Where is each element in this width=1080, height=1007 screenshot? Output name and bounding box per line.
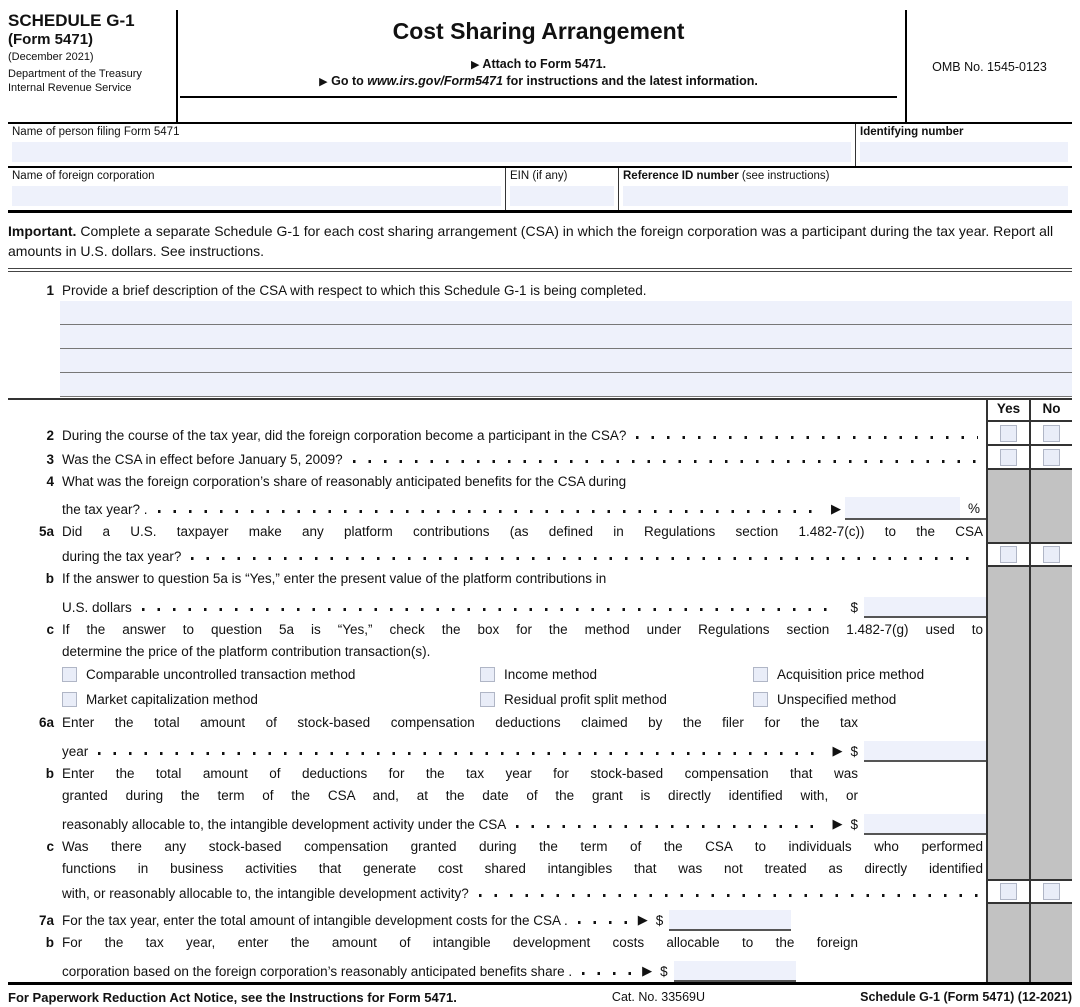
shaded-cell: [986, 857, 1029, 879]
q6c-no-checkbox[interactable]: [1043, 883, 1060, 900]
irs-url: www.irs.gov/Form5471: [367, 74, 503, 88]
ein-cell: [505, 168, 618, 210]
question-number: 2: [46, 428, 54, 443]
question-text: Provide a brief description of the CSA with respect to which this Schedule G-1 is being completed.: [62, 283, 647, 298]
question-5b-line-1: [8, 567, 1072, 589]
shaded-cell: [986, 567, 1029, 589]
question-5a-line-1: [8, 520, 1072, 542]
shaded-cell: [986, 711, 1029, 733]
ein-label: EIN (if any): [510, 170, 568, 182]
question-text: corporation based on the foreign corporation’s reasonably anticipated benefits share .: [62, 964, 573, 979]
question-text: What was the foreign corporation’s share of reasonably anticipated benefits for the CSA during: [62, 474, 627, 489]
dollar-sign: $: [850, 817, 858, 832]
shaded-cell: [1029, 687, 1072, 711]
right-arrow-icon: ▶: [832, 816, 843, 831]
method-option: Unspecified method: [753, 692, 986, 707]
shaded-cell: [1029, 931, 1072, 953]
question-6a-line-2: [8, 733, 1072, 762]
percent-sign: %: [967, 501, 980, 516]
question-6b-line-1: [8, 762, 1072, 784]
question-number: 3: [46, 452, 54, 467]
foreign-corp-name-input[interactable]: [12, 186, 501, 206]
question-6b-line-2: [8, 784, 1072, 806]
q6b-amount-input[interactable]: [864, 814, 986, 835]
form-id-footer: Schedule G-1 (Form 5471) (12-2021): [860, 990, 1072, 1004]
shaded-cell: [986, 662, 1029, 687]
reference-id-label: Reference ID number: [623, 170, 739, 182]
question-3: [8, 446, 1072, 470]
reference-id-cell: [618, 168, 1072, 210]
shaded-cell: [986, 520, 1029, 542]
method-option: Comparable uncontrolled transaction method: [62, 667, 480, 682]
question-5c-line-2: [8, 640, 1072, 662]
question-6c-line-3: [8, 879, 1072, 904]
shaded-cell: [986, 931, 1029, 953]
question-4-line-1: [8, 470, 1072, 492]
q6a-amount-input[interactable]: [864, 741, 986, 762]
filer-name-cell: [8, 124, 855, 166]
question-5c-line-1: [8, 618, 1072, 640]
question-text: with, or reasonably allocable to, the intangible development activity?: [62, 886, 469, 901]
question-5a-line-2: [8, 542, 1072, 567]
question-number: b: [45, 935, 54, 950]
filer-identity-row: [8, 124, 1072, 168]
q5a-yes-checkbox[interactable]: [1000, 546, 1017, 563]
foreign-corp-label: Name of foreign corporation: [12, 170, 155, 182]
dot-leader: [636, 436, 978, 439]
question-text: during the tax year?: [62, 549, 182, 564]
shaded-cell: [986, 806, 1029, 835]
important-note: Important. Complete a separate Schedule G-1 for each cost sharing arrangement (CSA) in which the foreign corporation was a participant during the tax year. Report all amounts in U.S. dollars. See instructions.: [8, 223, 1054, 259]
question-2: [8, 422, 1072, 446]
shaded-cell: [1029, 806, 1072, 835]
question-6b-line-3: [8, 806, 1072, 835]
foreign-corp-cell: [8, 168, 505, 210]
shaded-cell: [1029, 640, 1072, 662]
question-number: c: [46, 622, 54, 637]
agency-name: Department of the Treasury Internal Revenue Service: [8, 67, 142, 94]
schedule-name: SCHEDULE G-1: [8, 11, 135, 30]
question-6c-line-2: [8, 857, 1072, 879]
acquisition-price-method-checkbox[interactable]: [753, 667, 768, 682]
question-number: b: [45, 571, 54, 586]
reference-id-input[interactable]: [623, 186, 1068, 206]
question-number: 5a: [38, 524, 54, 539]
question-6a-line-1: [8, 711, 1072, 733]
question-4-line-2: [8, 492, 1072, 520]
parent-form-number: (Form 5471): [8, 30, 94, 48]
q2-no-checkbox[interactable]: [1043, 425, 1060, 442]
identifying-number-input[interactable]: [860, 142, 1068, 162]
ein-input[interactable]: [510, 186, 614, 206]
question-text: If the answer to question 5a is “Yes,” check the box for the method under Regulations section 1.482-7(g) used to: [62, 622, 983, 637]
q4-percent-wrap: [845, 497, 986, 520]
method-option: Market capitalization method: [62, 692, 480, 707]
dollar-sign: $: [655, 913, 664, 928]
shaded-cell: [986, 733, 1029, 762]
section-divider: [8, 268, 1072, 272]
shaded-cell: [986, 904, 1029, 931]
shaded-cell: [1029, 953, 1072, 982]
dollar-sign: $: [850, 600, 858, 615]
shaded-cell: [1029, 857, 1072, 879]
shaded-cell: [1029, 520, 1072, 542]
shaded-cell: [986, 618, 1029, 640]
shaded-cell: [1029, 662, 1072, 687]
catalog-number: Cat. No. 33569U: [611, 990, 706, 1004]
q5a-no-checkbox[interactable]: [1043, 546, 1060, 563]
shaded-cell: [1029, 835, 1072, 857]
method-option: Residual profit split method: [480, 692, 753, 707]
shaded-cell: [1029, 733, 1072, 762]
question-6c-line-1: [8, 835, 1072, 857]
filer-name-label: Name of person filing Form 5471: [12, 126, 180, 138]
dot-leader: [353, 460, 978, 463]
method-options-row-1: [8, 662, 1072, 687]
dot-leader: [582, 972, 634, 975]
csa-description-line-2[interactable]: [60, 325, 1072, 349]
residual-profit-split-method-checkbox[interactable]: [480, 692, 495, 707]
comparable-uncontrolled-transaction-method-checkbox[interactable]: [62, 667, 77, 682]
question-number: 4: [46, 474, 54, 489]
shaded-cell: [986, 784, 1029, 806]
shaded-cell: [1029, 589, 1072, 618]
shaded-cell: [1029, 762, 1072, 784]
question-7b-line-1: [8, 931, 1072, 953]
question-text: U.S. dollars: [62, 600, 132, 615]
dot-leader: [479, 894, 978, 897]
csa-description-line-1[interactable]: [60, 301, 1072, 325]
question-number: b: [45, 766, 54, 781]
q6c-yes-checkbox[interactable]: [1000, 883, 1017, 900]
question-text: granted during the term of the CSA and, at the date of the grant is directly identified with, or: [62, 788, 858, 803]
q4-percent-input[interactable]: [845, 497, 960, 518]
corporation-identity-row: [8, 168, 1072, 213]
form-footer: [8, 982, 1072, 1005]
shaded-cell: [986, 470, 1029, 492]
right-arrow-icon: ▶: [830, 501, 841, 516]
shaded-cell: [1029, 470, 1072, 492]
form-title: Cost Sharing Arrangement: [392, 18, 685, 44]
question-number: 1: [46, 283, 54, 298]
q3-no-checkbox[interactable]: [1043, 449, 1060, 466]
income-method-checkbox[interactable]: [480, 667, 495, 682]
market-capitalization-method-checkbox[interactable]: [62, 692, 77, 707]
dot-leader: [516, 825, 824, 828]
right-arrow-icon: ▶: [637, 912, 648, 927]
yes-no-header-row: [8, 400, 1072, 422]
q2-yes-checkbox[interactable]: [1000, 425, 1017, 442]
omb-number: OMB No. 1545-0123: [905, 10, 1072, 124]
question-text: determine the price of the platform contribution transaction(s).: [62, 644, 431, 659]
question-number: c: [46, 839, 54, 854]
identifying-number-label: Identifying number: [860, 126, 964, 138]
question-text: the tax year? .: [62, 502, 148, 517]
shaded-cell: [986, 762, 1029, 784]
question-text: For the tax year, enter the total amount of intangible development costs for the CSA .: [62, 913, 568, 928]
right-arrow-icon: ▶: [642, 963, 653, 978]
shaded-cell: [1029, 618, 1072, 640]
dot-leader: [98, 752, 824, 755]
dollar-sign: $: [850, 744, 858, 759]
question-text: Enter the total amount of deductions for the tax year for stock-based compensation that was: [62, 766, 858, 781]
method-option: Acquisition price method: [753, 667, 986, 682]
form-header-center: [180, 10, 897, 98]
question-1: [8, 279, 1072, 301]
q7a-amount-input[interactable]: [669, 910, 791, 931]
shaded-cell: [1029, 567, 1072, 589]
question-text: year: [62, 744, 89, 759]
right-arrow-icon: ▶: [470, 59, 480, 71]
filer-name-input[interactable]: [12, 142, 851, 162]
q7b-amount-input[interactable]: [674, 961, 796, 982]
question-text: For the tax year, enter the amount of intangible development costs allocable to the foreign: [62, 935, 858, 950]
question-5b-line-2: [8, 589, 1072, 618]
question-text: Did a U.S. taxpayer make any platform contributions (as defined in Regulations section 1.482-7(c)) to the CSA: [62, 524, 983, 539]
question-text: Was there any stock-based compensation granted during the term of the CSA to individuals who performed: [62, 839, 983, 854]
form-header: [8, 10, 1072, 124]
dot-leader: [191, 557, 978, 560]
shaded-cell: [1029, 492, 1072, 520]
shaded-cell: [1029, 711, 1072, 733]
question-number: 6a: [38, 715, 54, 730]
dot-leader: [142, 608, 835, 611]
dot-leader: [158, 510, 823, 513]
question-number: 7a: [38, 913, 54, 928]
q5b-amount-input[interactable]: [864, 597, 986, 618]
method-options-row-2: [8, 687, 1072, 711]
dot-leader: [578, 921, 630, 924]
question-text: Enter the total amount of stock-based compensation deductions claimed by the filer for the tax: [62, 715, 858, 730]
shaded-cell: [986, 589, 1029, 618]
question-text: reasonably allocable to, the intangible development activity under the CSA: [62, 817, 507, 832]
method-option: Income method: [480, 667, 753, 682]
q3-yes-checkbox[interactable]: [1000, 449, 1017, 466]
shaded-cell: [986, 953, 1029, 982]
right-arrow-icon: ▶: [832, 743, 843, 758]
form-header-left: [8, 10, 178, 124]
revision-date: (December 2021): [8, 50, 94, 63]
yes-column-header: Yes: [986, 400, 1029, 422]
shaded-cell: [986, 640, 1029, 662]
shaded-cell: [986, 492, 1029, 520]
shaded-cell: [1029, 904, 1072, 931]
question-text: During the course of the tax year, did the foreign corporation become a participant in the CSA?: [62, 428, 627, 443]
question-text: If the answer to question 5a is “Yes,” enter the present value of the platform contributions in: [62, 571, 607, 586]
reference-id-note: (see instructions): [738, 170, 830, 182]
csa-description-line-4[interactable]: [60, 373, 1072, 397]
paperwork-notice: For Paperwork Reduction Act Notice, see the Instructions for Form 5471.: [8, 990, 457, 1005]
attach-instruction: ▶ Attach to Form 5471.: [470, 57, 607, 71]
identifying-number-cell: [855, 124, 1072, 166]
shaded-cell: [1029, 784, 1072, 806]
question-7b-line-2: [8, 953, 1072, 982]
shaded-cell: [986, 687, 1029, 711]
question-text: Was the CSA in effect before January 5, 2009?: [62, 452, 343, 467]
shaded-cell: [986, 835, 1029, 857]
csa-description-line-3[interactable]: [60, 349, 1072, 373]
no-column-header: No: [1029, 400, 1072, 422]
question-text: functions in business activities that generate cost shared intangibles that was not treated as directly identified: [62, 861, 983, 876]
question-7a: [8, 904, 1072, 931]
dollar-sign: $: [660, 964, 668, 979]
question-table: [8, 398, 1072, 982]
goto-instruction: ▶ Go to www.irs.gov/Form5471 for instructions and the latest information.: [319, 74, 758, 88]
right-arrow-icon: ▶: [319, 76, 328, 88]
unspecified-method-checkbox[interactable]: [753, 692, 768, 707]
